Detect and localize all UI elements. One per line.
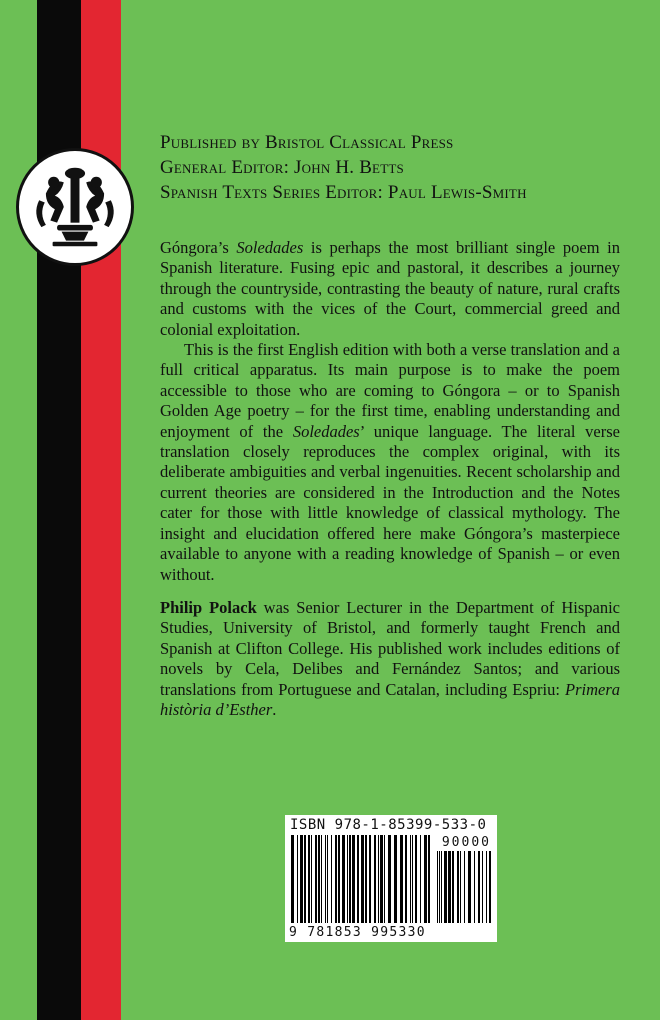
blurb-paragraph-1: [160, 238, 620, 340]
barcode-bar: [437, 851, 438, 923]
barcode-bar: [365, 835, 367, 923]
barcode-bar: [428, 835, 430, 923]
barcode-bar: [349, 835, 351, 923]
back-cover-blurb: [160, 238, 620, 720]
barcode-bar: [405, 835, 407, 923]
barcode-bar: [486, 851, 487, 923]
barcode-bar: [347, 835, 348, 923]
barcode-bar: [474, 851, 475, 923]
blurb-text: is perhaps the most brilliant single poem in Spanish literature. Fusing epic and pastoral, it describes a journey through the countryside, contrasting the beauty of nature, rural crafts and customs with the vices of the Court, commercial greed and colonial exploitation.: [160, 238, 620, 339]
barcode-bar: [412, 835, 413, 923]
series-editor-line: Spanish Texts Series Editor: Paul Lewis-Smith: [160, 182, 527, 203]
work-title: Soledades: [292, 421, 360, 441]
barcode-bar: [400, 835, 403, 923]
barcode-bar: [331, 835, 332, 923]
blurb-text: ’ unique language. The literal verse translation closely reproduces the complex original, with its deliberate ambiguities and verbal ingenuities. Recent scholarship and current theories are considered in the Introduction and the Notes cater for those with little knowledge of classical mythology. The insight and elucidation offered here make Góngora’s masterpiece available to anyone with a reading knowledge of Spanish – or even without.: [160, 421, 620, 584]
barcode-bar: [457, 851, 459, 923]
barcode-bar: [478, 851, 480, 923]
author-name: Philip Polack: [160, 597, 257, 617]
barcode-bar: [325, 835, 326, 923]
barcode-bar: [342, 835, 345, 923]
barcode-bar: [308, 835, 310, 923]
work-title: Primera història d’Esther: [160, 679, 620, 719]
logo-emblem-icon: [19, 151, 131, 263]
addon-bars: [437, 851, 491, 923]
barcode-bar: [380, 835, 383, 923]
barcode-bar: [297, 835, 298, 923]
bio-text: .: [272, 699, 277, 719]
bio-text: was Senior Lecturer in the Department of Hispanic Studies, University of Bristol, and formerly taught French and Spanish at Clifton College. His published work includes editions of novels by Cela, Delibes and Fernández Santos; and various translations from Portuguese and Catalan, including Espriu:: [160, 597, 620, 699]
series-credits: [160, 130, 630, 205]
barcode-bar: [327, 835, 328, 923]
blurb-text: Góngora’s: [160, 238, 237, 257]
blurb-paragraph-2: [160, 340, 620, 585]
ean-digits: 9 781853 995330: [289, 925, 426, 940]
barcode-bar: [361, 835, 364, 923]
barcode-bar: [374, 835, 376, 923]
barcode-bar: [444, 851, 447, 923]
barcode-bar: [424, 835, 427, 923]
author-bio: [160, 598, 620, 720]
barcode-bar: [489, 851, 491, 923]
barcode-bar: [448, 851, 451, 923]
barcode-bar: [439, 851, 440, 923]
barcode-bar: [468, 851, 471, 923]
barcode-bar: [378, 835, 379, 923]
barcode-bar: [394, 835, 397, 923]
barcode-bar: [338, 835, 340, 923]
barcode-bar: [321, 835, 322, 923]
price-code: 90000: [441, 835, 491, 850]
publisher-line: Published by Bristol Classical Press: [160, 132, 454, 153]
barcode-bar: [318, 835, 320, 923]
isbn-barcode: [285, 815, 497, 942]
barcode-bar: [460, 851, 461, 923]
isbn-label: ISBN 978-1-85399-533-0: [290, 817, 487, 833]
barcode-bar: [384, 835, 385, 923]
barcode-bar: [291, 835, 294, 923]
ean-bars: [291, 835, 431, 923]
barcode-bar: [388, 835, 391, 923]
barcode-bar: [482, 851, 483, 923]
barcode-bar: [304, 835, 306, 923]
barcode-bar: [369, 835, 371, 923]
general-editor-line: General Editor: John H. Betts: [160, 157, 404, 178]
barcode-bar: [352, 835, 355, 923]
barcode-bar: [357, 835, 359, 923]
barcode-bar: [311, 835, 312, 923]
barcode-bar: [315, 835, 317, 923]
barcode-bar: [335, 835, 337, 923]
barcode-bar: [300, 835, 303, 923]
blurb-text: This is the first English edition with both a verse translation and a full critical apparatus. Its main purpose is to make the poem accessible to those who are coming to Góngora – or to Spanish Golden Age poetry – for the first time, enabling understanding and enjoyment of the: [160, 340, 620, 441]
barcode-bar: [441, 851, 442, 923]
barcode-bar: [415, 835, 417, 923]
barcode-bar: [464, 851, 465, 923]
barcode-bar: [420, 835, 421, 923]
barcode-bar: [452, 851, 454, 923]
barcode-bar: [410, 835, 411, 923]
publisher-logo: [16, 148, 134, 266]
work-title: Soledades: [236, 238, 304, 257]
